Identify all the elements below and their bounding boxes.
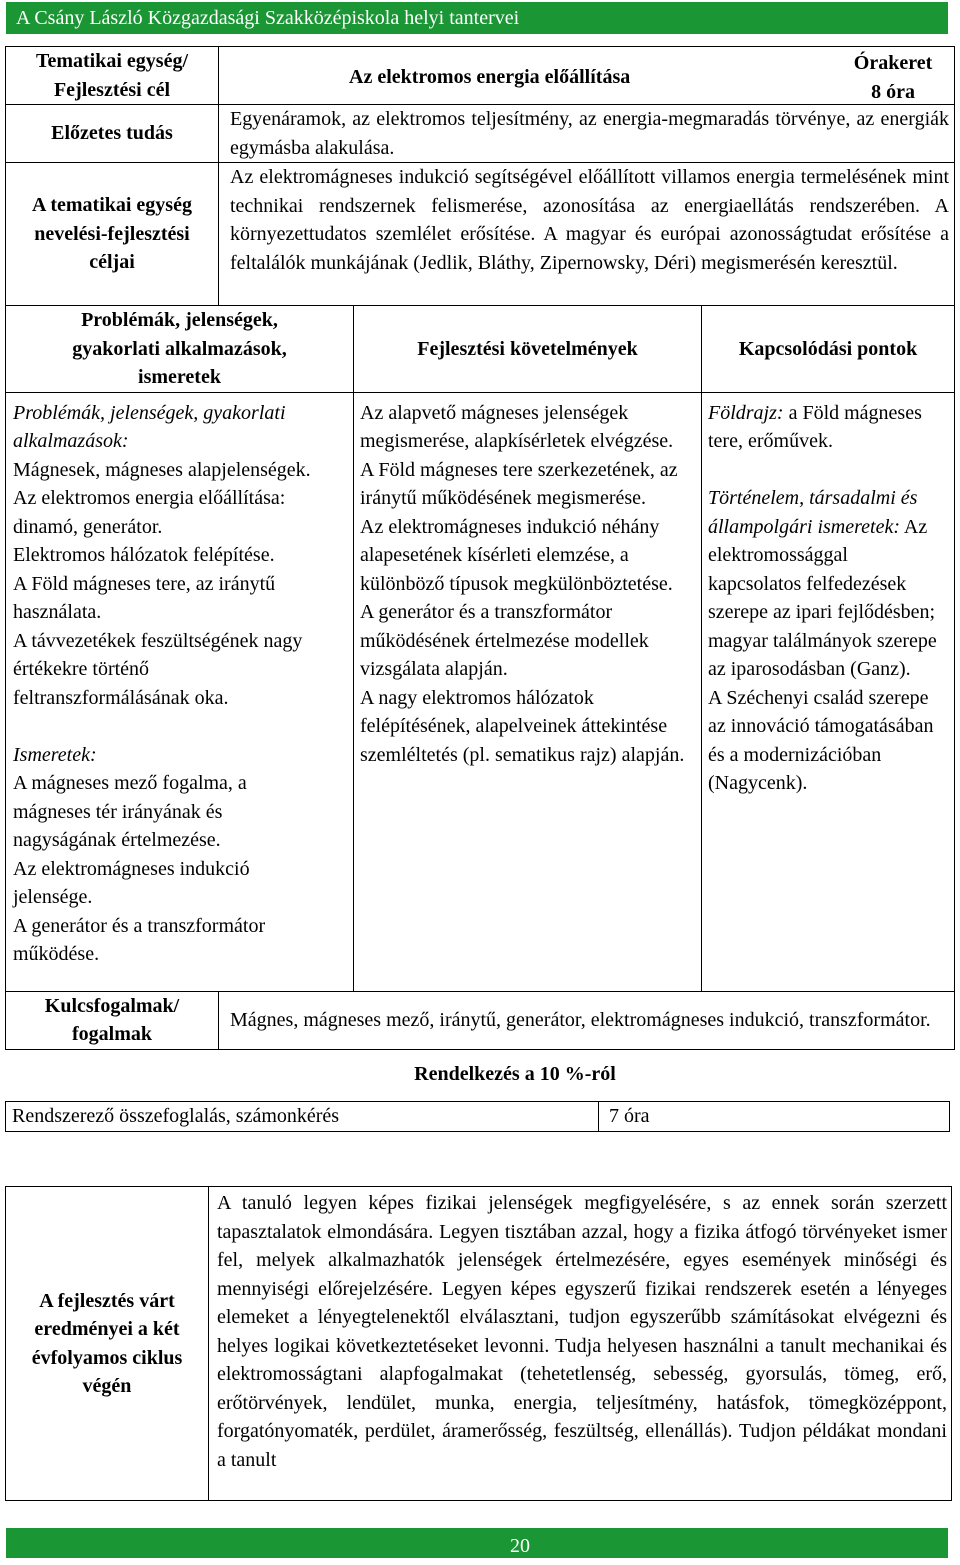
- connection-history: [708, 484, 942, 684]
- connection-subject: Történelem, társadalmi és állampolgári ismeretek:: [708, 487, 918, 538]
- problems-cell: [6, 392, 354, 991]
- col-header-requirements: Fejlesztési követelmények: [354, 306, 702, 393]
- page-number: 20: [510, 1535, 530, 1557]
- unit-table: [5, 46, 955, 1050]
- col-header-problems: Problémák, jelenségek, gyakorlati alkalmazások, ismeretek: [6, 306, 354, 393]
- unit-title-cell: [219, 47, 955, 105]
- requirement-item: A generátor és a transzformátor működésének értelmezése modellek vizsgálata alapján.: [360, 601, 649, 680]
- knowledge-heading: Ismeretek:: [13, 743, 97, 766]
- requirement-item: Az elektromágneses indukció néhány alapesetének kísérleti elemzése, a különböző típusok megkülönböztetése.: [360, 515, 673, 595]
- unit-label-cell: [6, 47, 219, 105]
- connection-text: Az elektromossággal kapcsolatos felfedezések szerepe az ipari fejlődésben; magyar találmányok szerepe az iparosodásban (Ganz).: [708, 515, 937, 680]
- goals-label: A tematikai egység nevelési-fejlesztési céljai: [6, 163, 219, 306]
- problems-item: A távvezetékek feszültségének nagy értékekre történő feltranszformálásának oka.: [13, 629, 303, 709]
- knowledge-item: Az elektromágneses indukció jelensége.: [13, 857, 250, 908]
- goals-text: Az elektromágneses indukció segítségével előállított villamos energia termelésének mint technikai rendszernek felismerése, azonosítása az energiaellátás rendszerében. A környezettudatos szemlélet erősítése. A magyar és európai azonosságtudat erősítése a feltalálók munkájának (Jedlik, Bláthy, Zipernowsky, Déri) megismerésén keresztül.: [219, 163, 955, 306]
- page-header-title: A Csány László Közgazdasági Szakközépiskola helyi tantervei: [16, 7, 520, 29]
- results-text: A tanuló legyen képes fizikai jelenségek megfigyelésére, s az ennek során szerzett tapasztalatok elmondására. Legyen tisztában azzal, hogy a fizika átfogó törvényeket ismer fel, melyek alkalmazhatók jelenségek értelmezésére, egyes események minőségi és mennyiségi előrejelzésére. Legyen képes egyszerű fizikai rendszerek esetén a lényeges elemeket a lényegtelenektől elválasztani, tudjon egyszerűbb számításokat elvégezni és helyes logikai következtetéseket levonni. Tudja helyesen használni a tanult mechanikai és elektromosságtani alapfogalmakat (tehetetlenség, sebesség, gyorsulás, tömeg, erő, erőtörvények, lendület, munka, energia, teljesítmény, hatásfok, tömegközéppont, forgatónyomaték, perdület, áramerősség, feszültség, ellenállás). Tudjon példákat mondani a tanult: [209, 1187, 952, 1501]
- requirements-cell: [354, 392, 702, 991]
- connections-cell: [702, 392, 955, 991]
- connection-subject: Földrajz:: [708, 401, 784, 424]
- problems-heading: Problémák, jelenségek, gyakorlati alkalmazások:: [13, 401, 286, 452]
- key-concepts-label: [6, 991, 219, 1049]
- unit-label-line1: Tematikai egység/: [35, 50, 189, 72]
- page-header-bar: [6, 2, 948, 34]
- rendelkezes-table: [5, 1101, 950, 1132]
- problems-item: Mágnesek, mágneses alapjelenségek.: [13, 458, 311, 481]
- unit-title: Az elektromos energia előállítása: [349, 66, 631, 88]
- requirement-item: A Föld mágneses tere szerkezetének, az iránytű működésének megismerése.: [360, 458, 678, 509]
- connection-geography: [708, 399, 942, 456]
- prior-knowledge-label: Előzetes tudás: [6, 105, 219, 163]
- hours-value: 8 óra: [871, 80, 915, 103]
- rendelkezes-row-label: Rendszerező összefoglalás, számonkérés: [6, 1102, 599, 1132]
- knowledge-item: A generátor és a transzformátor működése.: [13, 914, 266, 965]
- unit-label-line2: Fejlesztési cél: [53, 78, 171, 101]
- key-label-line1: Kulcsfogalmak/: [44, 994, 180, 1017]
- connection-text: a Föld mágneses tere, erőművek.: [708, 401, 922, 452]
- problems-item: Az elektromos energia előállítása: dinamó, generátor.: [13, 487, 286, 538]
- knowledge-item: A mágneses mező fogalma, a mágneses tér irányának és nagyságának értelmezése.: [13, 772, 247, 851]
- key-label-line2: fogalmak: [72, 1023, 152, 1045]
- results-table: [5, 1186, 952, 1501]
- requirement-item: Az alapvető mágneses jelenségek megismerése, alapkísérletek elvégzése.: [360, 401, 674, 452]
- rendelkezes-row-hours: 7 óra: [599, 1102, 950, 1132]
- key-concepts-text: Mágnes, mágneses mező, iránytű, generátor, elektromágneses indukció, transzformátor.: [219, 991, 955, 1049]
- problems-item: A Föld mágneses tere, az iránytű használata.: [13, 572, 276, 623]
- col-header-connections: Kapcsolódási pontok: [702, 306, 955, 393]
- prior-knowledge-text: Egyenáramok, az elektromos teljesítmény, az energia-megmaradás törvénye, az energiák egymásba alakulása.: [219, 105, 955, 163]
- connection-szechenyi: A Széchenyi család szerepe az innováció támogatásában és a modernizációban (Nagycenk).: [708, 686, 934, 794]
- page-footer-bar: [6, 1528, 948, 1558]
- rendelkezes-title: Rendelkezés a 10 %-ról: [414, 1063, 616, 1085]
- hours-box: [838, 49, 948, 106]
- requirement-item: A nagy elektromos hálózatok felépítésének, alapelveinek áttekintése szemléltetés (pl. sematikus rajz) alapján.: [360, 686, 685, 766]
- problems-item: Elektromos hálózatok felépítése.: [13, 544, 275, 566]
- hours-label: Órakeret: [853, 52, 933, 74]
- results-label: A fejlesztés várt eredményei a két évfolyamos ciklus végén: [6, 1187, 209, 1501]
